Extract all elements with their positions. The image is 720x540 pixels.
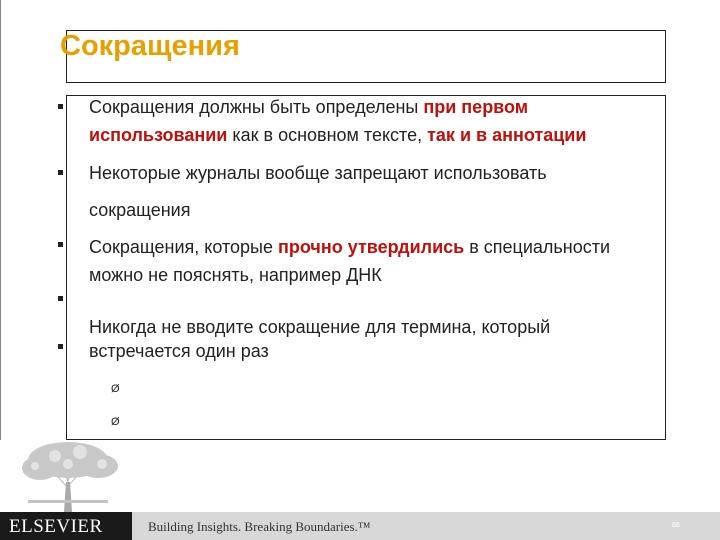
item-text: Сокращения, которые (89, 237, 278, 257)
emphasis-text: прочно утвердились (277, 237, 465, 257)
bullet-marker (58, 104, 63, 109)
footer-tagline: Building Insights. Breaking Boundaries.™ (148, 519, 371, 534)
slide-title: Сокращения (60, 30, 240, 62)
elsevier-logo: ELSEVIER (9, 516, 103, 537)
bullet-marker (58, 344, 63, 349)
left-edge-line (0, 0, 1, 440)
list-item-3-line-2: можно не пояснять, например ДНК (89, 265, 382, 285)
list-item-2-line-2: сокращения (89, 200, 191, 220)
arrow-bullet-icon: Ø (111, 416, 120, 428)
item-text: как в основном тексте, (227, 125, 428, 145)
list-item-4-line-1: Никогда не вводите сокращение для термина, который (89, 317, 551, 337)
emphasis-text: использовании (89, 125, 228, 145)
bullet-marker (58, 242, 63, 247)
emphasis-text: при первом (423, 97, 529, 117)
list-item-1-line-1 (89, 94, 679, 120)
list-item-4-line-2: встречается один раз (89, 341, 269, 361)
list-item-1-line-2 (89, 122, 679, 148)
bullet-marker (58, 170, 63, 175)
item-text: Сокращения должны быть определены (89, 97, 424, 117)
page-number: 68 (672, 522, 680, 529)
list-item-3-line-1 (89, 234, 679, 260)
arrow-bullet-icon: Ø (111, 383, 120, 395)
bullet-marker (58, 296, 63, 301)
emphasis-text: так и в аннотации (427, 125, 587, 145)
list-item-2-line-1: Некоторые журналы вообще запрещают использовать (89, 163, 547, 183)
item-text: в специальности (464, 237, 611, 257)
elsevier-tree-logo (10, 438, 126, 512)
